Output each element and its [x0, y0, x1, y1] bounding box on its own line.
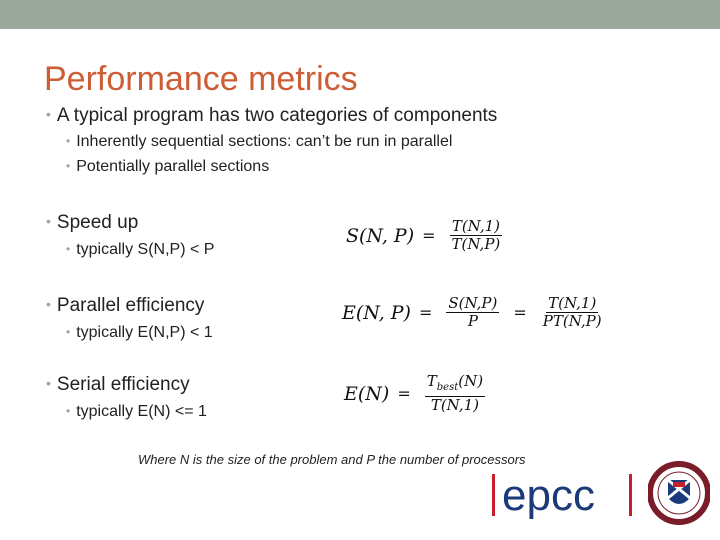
speedup-formula — [346, 218, 508, 253]
bullet-level2 — [66, 133, 452, 151]
formula-fraction — [446, 295, 499, 330]
formula-lhs: S(N, P) — [346, 224, 415, 247]
numerator-rest: (N) — [458, 372, 484, 390]
formula-equals: = — [513, 303, 527, 322]
bullet-level2 — [66, 324, 213, 342]
numerator-main: T — [426, 372, 437, 390]
bullet-text: typically E(N) <= 1 — [76, 403, 207, 420]
bullet-dot-icon: • — [66, 404, 71, 418]
bullet-text: Serial efficiency — [56, 374, 190, 395]
formula-equals: = — [397, 384, 411, 403]
footnote: Where N is the size of the problem and P the number of processors — [138, 452, 526, 467]
logo-text: epcc — [502, 471, 595, 520]
slide-title: Performance metrics — [44, 60, 358, 98]
bullet-text: A typical program has two categories of components — [56, 105, 498, 126]
formula-fraction — [450, 218, 503, 253]
formula-fraction — [425, 373, 485, 414]
serial-efficiency-formula — [344, 373, 491, 414]
bullet-level2 — [66, 403, 207, 421]
bullet-dot-icon: • — [66, 242, 71, 256]
fraction-numerator: T(N,1) — [548, 294, 597, 312]
bullet-text: Parallel efficiency — [56, 295, 205, 316]
fraction-numerator: T(N,1) — [451, 217, 500, 235]
bullet-dot-icon: • — [46, 296, 51, 312]
formula-lhs: E(N) — [344, 382, 390, 405]
bullet-text: Speed up — [56, 212, 139, 233]
fraction-denominator: PT(N,P) — [542, 312, 602, 330]
fraction-numerator: S(N,P) — [448, 294, 498, 312]
fraction-numerator — [425, 373, 485, 397]
formula-equals: = — [422, 226, 436, 245]
bullet-text: typically E(N,P) < 1 — [76, 324, 213, 341]
bullet-level2 — [66, 158, 269, 176]
fraction-denominator: T(N,P) — [451, 235, 501, 253]
fraction-denominator: T(N,1) — [430, 396, 479, 414]
bullet-dot-icon: • — [46, 375, 51, 391]
bullet-level1 — [46, 105, 497, 127]
formula-lhs: E(N, P) — [342, 301, 411, 324]
bullet-level1 — [46, 212, 138, 234]
bullet-text: typically S(N,P) < P — [76, 241, 215, 258]
formula-equals: = — [418, 303, 433, 322]
epcc-logo — [490, 470, 635, 520]
bullet-dot-icon: • — [46, 106, 51, 122]
bullet-dot-icon: • — [66, 325, 71, 339]
bullet-dot-icon: • — [66, 134, 71, 148]
parallel-efficiency-formula — [342, 295, 610, 330]
university-crest-icon — [648, 460, 710, 526]
bullet-level1 — [46, 374, 190, 396]
numerator-subscript: best — [436, 382, 459, 393]
logo-right-bar — [629, 474, 632, 516]
formula-fraction — [541, 295, 604, 330]
bullet-text: Potentially parallel sections — [76, 158, 270, 175]
fraction-denominator: P — [467, 312, 478, 330]
bullet-text: Inherently sequential sections: can’t be run in parallel — [76, 133, 453, 150]
bullet-level2 — [66, 241, 214, 259]
logo-left-bar — [492, 474, 495, 516]
bullet-dot-icon: • — [66, 159, 71, 173]
bullet-dot-icon: • — [46, 213, 51, 229]
bullet-level1 — [46, 295, 204, 317]
top-bar — [0, 0, 720, 29]
